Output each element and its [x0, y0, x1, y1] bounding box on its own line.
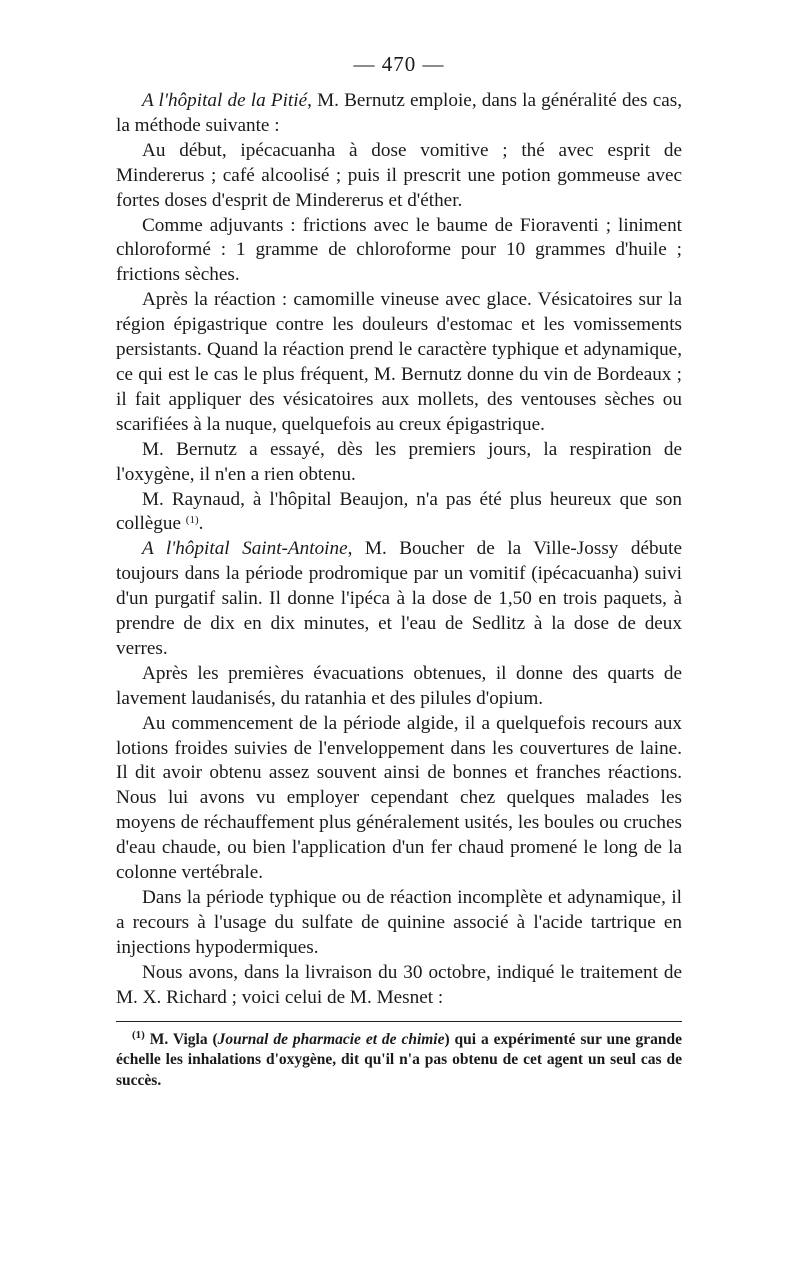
paragraph	[116, 537, 682, 662]
body-text	[116, 89, 682, 1011]
paragraph: Nous avons, dans la livraison du 30 octobre, indiqué le traitement de M. X. Richard ; voici celui de M. Mesnet :	[116, 961, 682, 1008]
paragraph	[116, 488, 682, 538]
footnote-marker: (1)	[132, 1028, 145, 1041]
page-number: — 470 —	[353, 52, 445, 76]
section-lead-italic: A l'hôpital Saint-Antoine	[142, 538, 348, 560]
footnote-reference[interactable]: (1)	[185, 514, 199, 527]
footnote-lead: M. Vigla (	[144, 1030, 218, 1048]
paragraph: M. Bernutz a essayé, dès les premiers jours, la respiration de l'oxygène, il n'en a rien obtenu.	[116, 438, 682, 485]
footnote-text	[116, 1030, 682, 1092]
footnote-rest: ) qui a expérimenté sur une grande échelle les inhalations d'oxygène, dit qu'il n'a pas obtenu de cet agent un seul cas de succès.	[116, 1030, 682, 1089]
footnote-journal-title: Journal de pharmacie et de chimie	[217, 1030, 445, 1048]
paragraph-text: , M. Boucher de la Ville-Jossy débute toujours dans la période prodromique par un vomitif (ipécacuanha) suivi d'un purgatif salin. Il donne l'ipéca à la dose de 1,50 en trois paquets, à prendre de dix en dix minutes, et l'eau de Sedlitz à la dose de deux verres.	[116, 538, 682, 659]
paragraph-end: .	[198, 513, 204, 535]
section-lead-italic: A l'hôpital de la Pitié	[142, 90, 308, 111]
paragraph: Après les premières évacuations obtenues, il donne des quarts de lavement laudanisés, du ratanhia et des pilules d'opium.	[116, 662, 682, 709]
paragraph: Comme adjuvants : frictions avec le baume de Fioraventi ; liniment chloroformé : 1 gramme de chloroforme pour 10 grammes d'huile ; frictions sèches.	[116, 214, 682, 286]
paragraph: Après la réaction : camomille vineuse avec glace. Vésicatoires sur la région épigastrique contre les douleurs d'estomac et les vomissements persistants. Quand la réaction prend le caractère typhique et adynamique, ce qui est le cas le plus fréquent, M. Bernutz donne du vin de Bordeaux ; il fait appliquer des vésicatoires aux mollets, des ventouses sèches ou scarifiées à la nuque, quelquefois au creux épigastrique.	[116, 289, 682, 435]
book-page	[116, 52, 682, 1091]
paragraph: Au commencement de la période algide, il a quelquefois recours aux lotions froides suivies de l'enveloppement dans les couvertures de laine. Il dit avoir obtenu assez souvent ainsi de bonnes et franches réactions. Nous lui avons vu employer cependant chez quelques malades les moyens de réchauffement plus généralement usités, les boules ou cruches d'eau chaude, ou bien l'application d'un fer chaud promené le long de la colonne vertébrale.	[116, 712, 682, 884]
paragraph-text: , M. Bernutz emploie, dans la généralité des cas, la méthode suivante :	[116, 90, 682, 136]
footnote	[116, 1030, 682, 1092]
paragraph: Dans la période typhique ou de réaction incomplète et adynamique, il a recours à l'usage du sulfate de quinine associé à l'acide tartrique en injections hypodermiques.	[116, 887, 682, 958]
paragraph	[116, 89, 682, 139]
footnote-divider	[116, 1021, 682, 1022]
paragraph-text: M. Raynaud, à l'hôpital Beaujon, n'a pas été plus heureux que son collègue	[116, 488, 682, 535]
paragraph: Au début, ipécacuanha à dose vomitive ; thé avec esprit de Mindererus ; café alcoolisé ; puis il prescrit une potion gommeuse avec fortes doses d'esprit de Mindererus et d'éther.	[116, 139, 682, 211]
